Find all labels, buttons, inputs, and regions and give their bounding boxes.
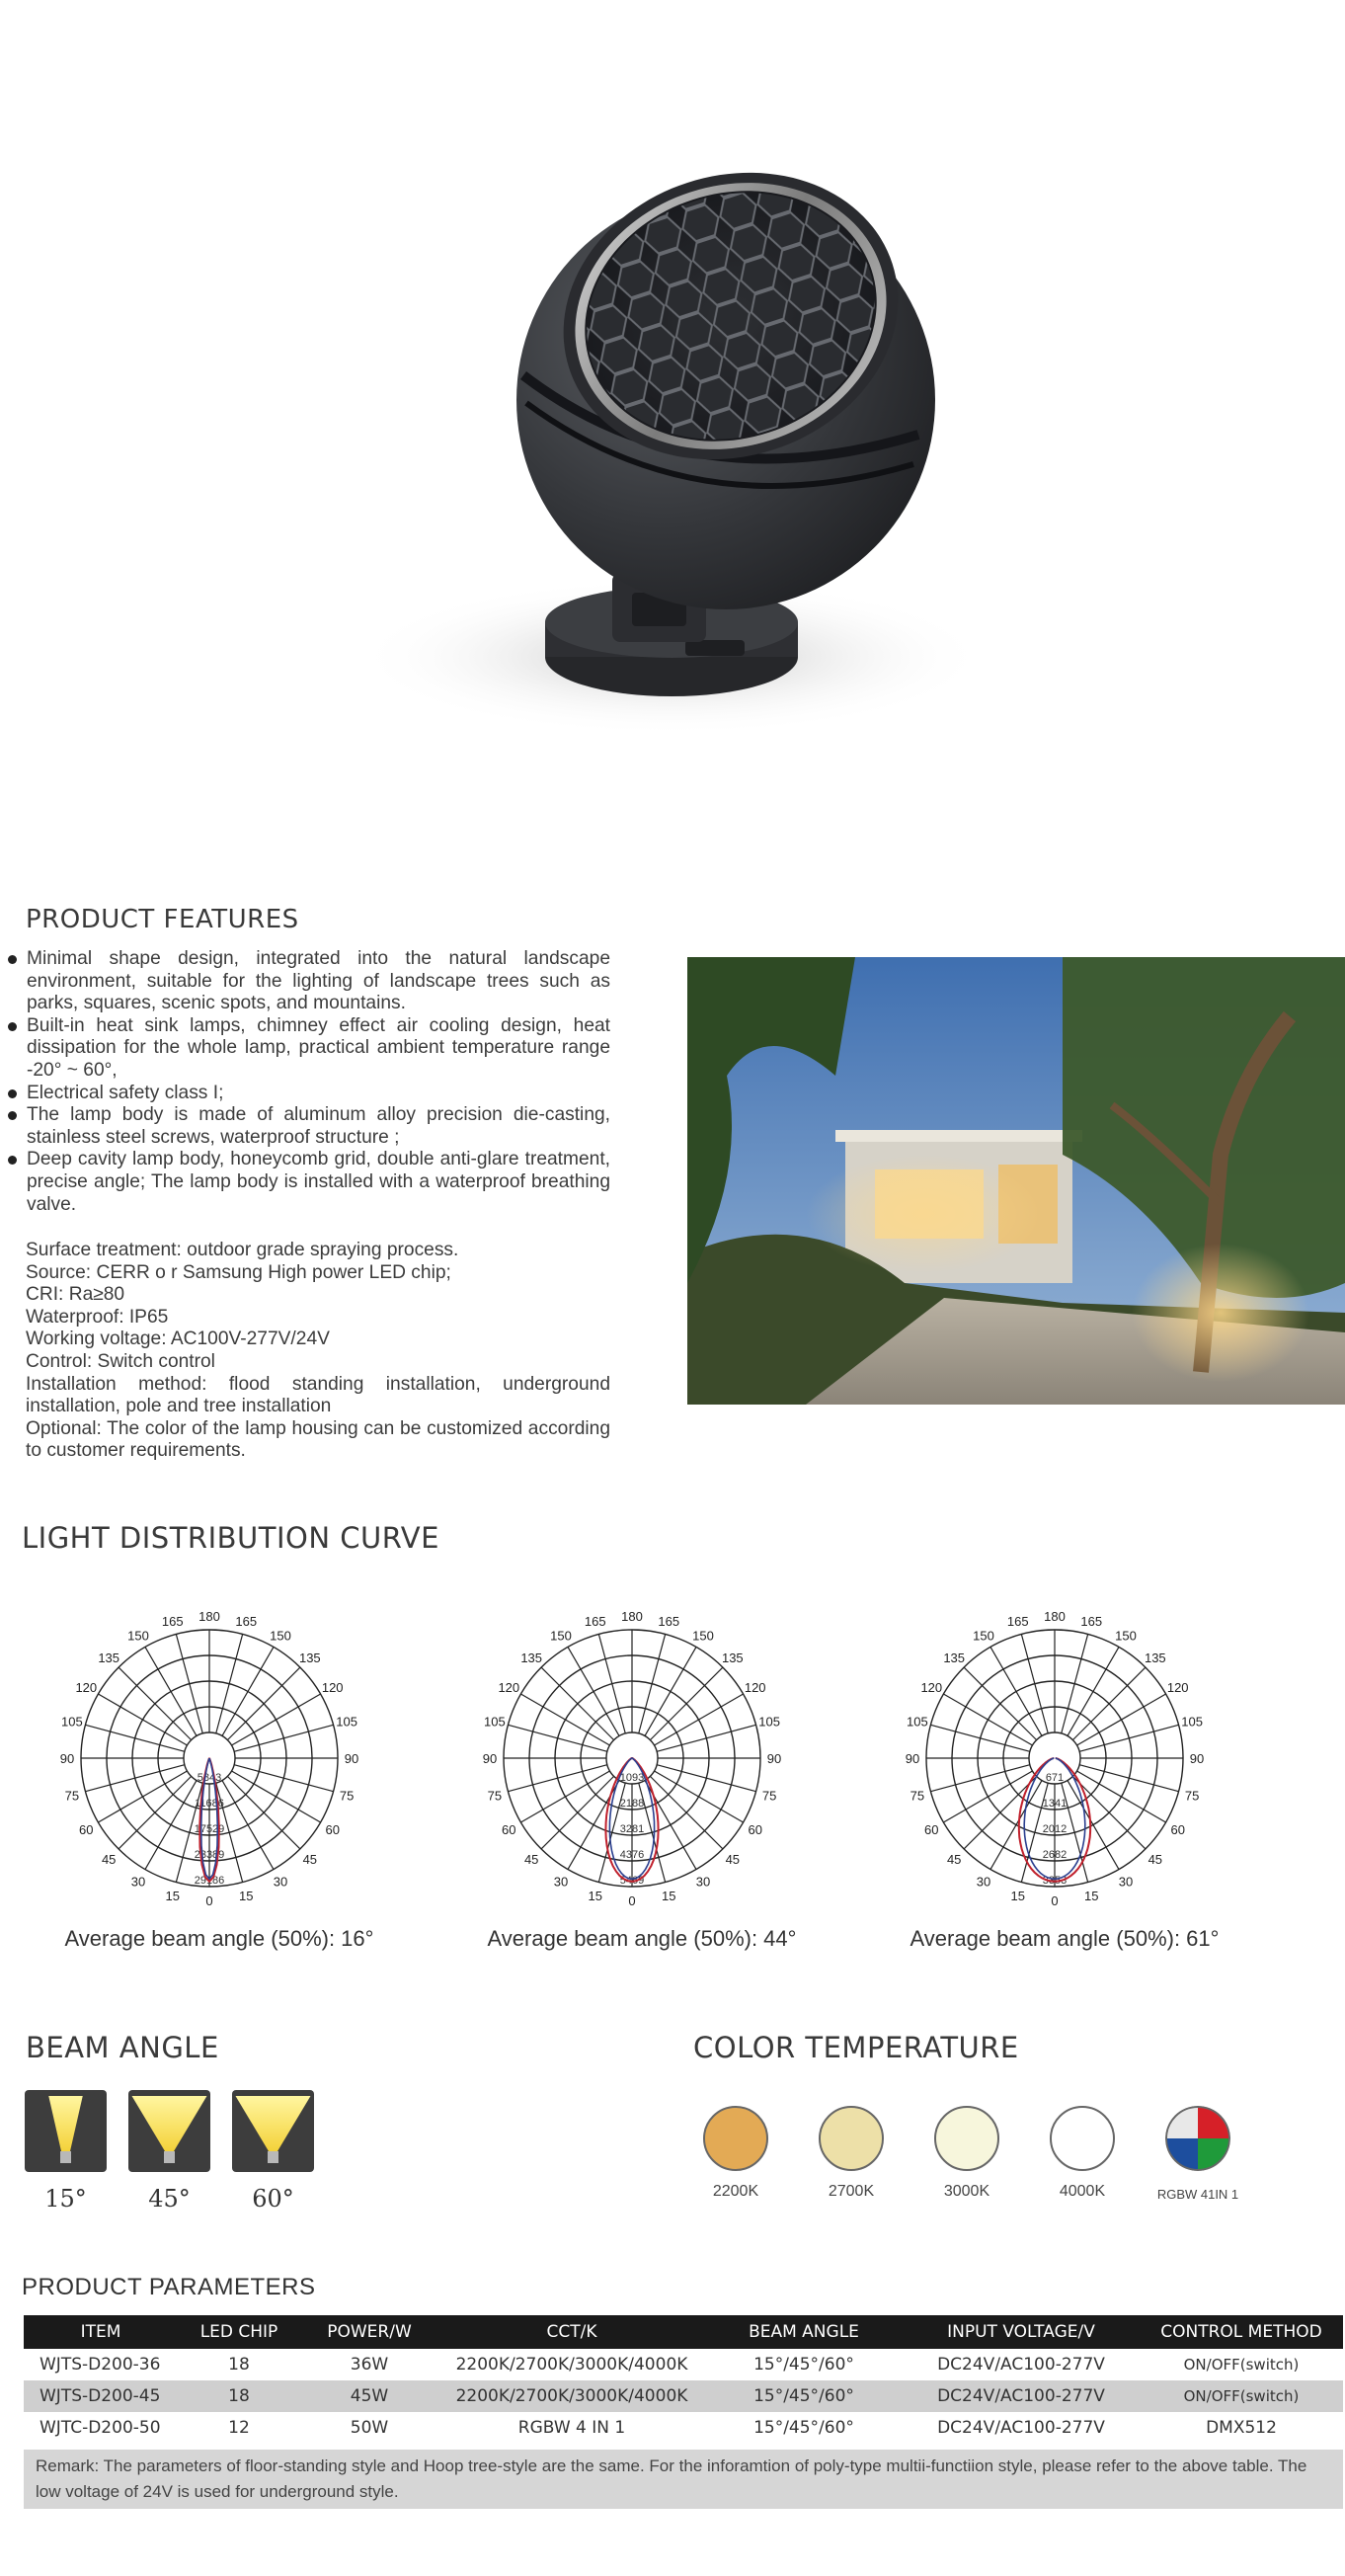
spec-line: Waterproof: IP65	[26, 1306, 169, 1328]
polar-spoke	[176, 1634, 202, 1732]
polar-intensity-label: 671	[1045, 1772, 1065, 1784]
polar-spoke	[657, 1725, 755, 1751]
table-cell: WJTS-D200-45	[24, 2380, 178, 2412]
polar-spoke	[98, 1771, 187, 1822]
spec-line: CRI: Ra≥80	[26, 1284, 125, 1306]
spec-line: Surface treatment: outdoor grade spraying process.	[26, 1240, 459, 1260]
polar-spoke	[943, 1694, 1032, 1745]
swatch-label: 2700K	[828, 2183, 875, 2200]
polar-spoke	[145, 1647, 197, 1735]
product-parameters-title: PRODUCT PARAMETERS	[22, 2274, 316, 2300]
beam-label: 60°	[252, 2185, 294, 2213]
polar-angle-label: 150	[550, 1628, 572, 1644]
parameters-table	[24, 2315, 1343, 2444]
beam-cone	[48, 2096, 83, 2151]
beam-caption: Average beam angle (50%): 16°	[64, 1926, 374, 1951]
polar-angle-label: 105	[1181, 1714, 1203, 1730]
polar-angle-label: 90	[482, 1751, 498, 1766]
polar-angle-label: 45	[302, 1851, 318, 1867]
polar-angle-label: 60	[502, 1822, 516, 1837]
swatch-label: 4000K	[1059, 2183, 1106, 2200]
table-header: LED CHIP	[178, 2315, 300, 2349]
polar-intensity-label: 1093	[619, 1772, 645, 1784]
polar-spoke	[1077, 1694, 1166, 1745]
table-header: BEAM ANGLE	[705, 2315, 903, 2349]
spec-list	[26, 1240, 610, 1463]
beam-caption: Average beam angle (50%): 61°	[910, 1926, 1220, 1951]
polar-spoke	[508, 1765, 606, 1792]
beam-label: 15°	[44, 2185, 87, 2213]
polar-angle-label: 75	[910, 1788, 925, 1804]
polar-spoke	[227, 1776, 300, 1849]
beam-angle-title: BEAM ANGLE	[26, 2031, 219, 2064]
polar-spoke	[232, 1771, 321, 1822]
beam-45-icon	[128, 2090, 210, 2172]
table-cell: ON/OFF(switch)	[1183, 2356, 1300, 2374]
features-list	[8, 948, 610, 1216]
polar-angle-label: 120	[498, 1680, 520, 1695]
polar-angle-label: 105	[758, 1714, 780, 1730]
beam-label: 45°	[148, 2185, 191, 2213]
polar-angle-label: 45	[523, 1851, 539, 1867]
polar-spoke	[232, 1694, 321, 1745]
polar-spoke	[541, 1667, 614, 1740]
polar-intensity-label: 2188	[619, 1798, 645, 1810]
polar-angle-label: 60	[748, 1822, 762, 1837]
polar-spoke	[119, 1667, 192, 1740]
polar-angle-label: 120	[744, 1680, 766, 1695]
beam-cone	[132, 2096, 207, 2151]
parameters-remark: Remark: The parameters of floor-standing style and Hoop tree-style are the same. For the inforamtion of poly-type multii-functiion style, please refer to the above table. The low voltage of 24V is used for underground style.	[24, 2450, 1343, 2509]
polar-angle-label: 75	[761, 1788, 777, 1804]
table-row	[24, 2380, 1343, 2412]
polar-spoke	[541, 1776, 614, 1849]
polar-angle-label: 15	[662, 1889, 676, 1904]
table-row	[24, 2349, 1343, 2380]
polar-angle-label: 135	[721, 1650, 744, 1666]
polar-angle-label: 150	[973, 1628, 994, 1644]
feature-item: Electrical safety class I;	[8, 1083, 610, 1105]
polar-angle-label: 165	[1080, 1613, 1103, 1629]
polar-angle-label: 135	[1144, 1650, 1166, 1666]
table-cell: DC24V/AC100-277V	[937, 2355, 1105, 2375]
table-header: POWER/W	[300, 2315, 438, 2349]
polar-angle-label: 45	[946, 1851, 962, 1867]
table-cell: 15°/45°/60°	[705, 2380, 903, 2412]
polar-chart-44	[474, 1600, 790, 1916]
table-cell: 18	[178, 2380, 300, 2412]
polar-angle-label: 15	[239, 1889, 254, 1904]
polar-spoke	[227, 1667, 300, 1740]
polar-spoke	[234, 1765, 333, 1792]
polar-angle-label: 150	[692, 1628, 714, 1644]
polar-intensity-label: 29186	[194, 1875, 225, 1887]
polar-angle-label: 30	[976, 1874, 991, 1890]
polar-angle-label: 60	[325, 1822, 340, 1837]
table-cell: DC24V/AC100-277V	[937, 2418, 1105, 2438]
polar-angle-label: 90	[344, 1751, 359, 1766]
table-header: INPUT VOLTAGE/V	[903, 2315, 1140, 2349]
polar-spoke	[98, 1694, 187, 1745]
table-cell: RGBW 4 IN 1	[517, 2418, 626, 2438]
beam-60-icon	[232, 2090, 314, 2172]
feature-item: Deep cavity lamp body, honeycomb grid, double anti-glare treatment, precise angle; The lamp body is installed with a waterproof breathing valve.	[8, 1149, 610, 1216]
polar-intensity-label: 5843	[197, 1772, 222, 1784]
swatch-rgbw	[1165, 2106, 1230, 2171]
table-cell: DC24V/AC100-277V	[903, 2380, 1140, 2412]
polar-spoke	[508, 1725, 606, 1751]
polar-angle-label: 105	[907, 1714, 928, 1730]
polar-angle-label: 60	[79, 1822, 94, 1837]
polar-angle-label: 30	[273, 1874, 288, 1890]
polar-angle-label: 165	[161, 1613, 184, 1629]
feature-item: Built-in heat sink lamps, chimney effect air cooling design, heat dissipation for the whole lamp, practical ambient temperature range -20° ~ 60°,	[8, 1015, 610, 1083]
polar-angle-label: 150	[1115, 1628, 1137, 1644]
table-cell: 50W	[350, 2418, 389, 2438]
polar-spoke	[645, 1647, 696, 1735]
polar-angle-label: 75	[487, 1788, 503, 1804]
beam-lamp-base	[164, 2151, 175, 2163]
swatch-2200k	[703, 2106, 768, 2171]
polar-angle-label: 60	[924, 1822, 939, 1837]
spec-line: Installation method: flood standing installation, underground installation, pole and tree installation	[26, 1373, 610, 1417]
polar-intensity-label: 11686	[195, 1798, 224, 1810]
product-features-title: PRODUCT FEATURES	[26, 905, 299, 934]
beam-15-icon	[25, 2090, 107, 2172]
polar-angle-label: 120	[1166, 1680, 1189, 1695]
table-cell: WJTC-D200-50	[40, 2418, 161, 2438]
polar-angle-label: 135	[298, 1650, 321, 1666]
beam-lamp-base	[60, 2151, 71, 2163]
polar-angle-label: 15	[1010, 1889, 1025, 1904]
polar-angle-label: 105	[484, 1714, 506, 1730]
table-header: CCT/K	[438, 2315, 705, 2349]
polar-spoke	[216, 1634, 243, 1732]
polar-spoke	[520, 1694, 609, 1745]
polar-angle-label: 30	[553, 1874, 569, 1890]
polar-angle-label: 135	[943, 1650, 966, 1666]
polar-angle-label: 165	[1006, 1613, 1029, 1629]
polar-intensity-label: 4376	[619, 1849, 645, 1861]
polar-intensity-label: 23389	[194, 1849, 225, 1861]
polar-angle-label: 135	[98, 1650, 120, 1666]
polar-angle-label: 0	[1051, 1893, 1059, 1908]
polar-spoke	[222, 1647, 274, 1735]
polar-angle-label: 165	[235, 1613, 258, 1629]
table-cell: WJTS-D200-36	[40, 2355, 161, 2375]
polar-angle-label: 90	[59, 1751, 75, 1766]
table-cell: 15°/45°/60°	[753, 2355, 854, 2375]
polar-spoke	[568, 1647, 619, 1735]
polar-spoke	[655, 1771, 744, 1822]
spec-line: Optional: The color of the lamp housing can be customized according to customer requirements.	[26, 1417, 610, 1462]
polar-angle-label: 30	[130, 1874, 146, 1890]
polar-spoke	[639, 1634, 666, 1732]
polar-spoke	[650, 1776, 723, 1849]
polar-spoke	[650, 1667, 723, 1740]
polar-angle-label: 75	[1184, 1788, 1200, 1804]
polar-angle-label: 75	[339, 1788, 355, 1804]
table-header: CONTROL METHOD	[1140, 2315, 1343, 2349]
beam-cone	[236, 2096, 311, 2151]
light-distribution-title: LIGHT DISTRIBUTION CURVE	[22, 1521, 439, 1555]
polar-angle-label: 30	[695, 1874, 711, 1890]
polar-spoke	[1021, 1634, 1048, 1732]
polar-angle-label: 45	[1147, 1851, 1163, 1867]
product-hero-image	[0, 0, 1345, 869]
polar-angle-label: 90	[905, 1751, 920, 1766]
polar-angle-label: 180	[198, 1609, 220, 1624]
polar-angle-label: 60	[1170, 1822, 1185, 1837]
landscape-scene-photo	[687, 957, 1345, 1405]
polar-spoke	[1062, 1634, 1088, 1732]
polar-spoke	[1068, 1647, 1119, 1735]
polar-angle-label: 105	[61, 1714, 83, 1730]
polar-spoke	[85, 1725, 184, 1751]
spec-line: Control: Switch control	[26, 1350, 215, 1372]
table-cell: 18	[228, 2355, 250, 2375]
table-row	[24, 2412, 1343, 2444]
polar-spoke	[1068, 1781, 1119, 1870]
swatch-label: 2200K	[712, 2183, 759, 2200]
polar-angle-label: 150	[127, 1628, 149, 1644]
polar-angle-label: 120	[321, 1680, 344, 1695]
polar-spoke	[222, 1781, 274, 1870]
swatch-4000k	[1050, 2106, 1115, 2171]
table-header-row	[24, 2315, 1343, 2349]
table-cell: ON/OFF(switch)	[1140, 2380, 1343, 2412]
polar-spoke	[1079, 1725, 1178, 1751]
polar-angle-label: 120	[920, 1680, 943, 1695]
polar-spoke	[930, 1725, 1029, 1751]
polar-intensity-label: 2682	[1042, 1849, 1068, 1861]
swatch-3000k	[934, 2106, 999, 2171]
polar-angle-label: 15	[1084, 1889, 1099, 1904]
polar-intensity-label: 1341	[1042, 1798, 1068, 1810]
polar-angle-label: 0	[628, 1893, 636, 1908]
polar-spoke	[520, 1771, 609, 1822]
table-cell: 12	[228, 2418, 250, 2438]
polar-angle-label: 180	[621, 1609, 643, 1624]
polar-spoke	[657, 1765, 755, 1792]
polar-angle-label: 15	[165, 1889, 180, 1904]
polar-angle-label: 30	[1118, 1874, 1134, 1890]
polar-intensity-label: 17529	[194, 1823, 225, 1835]
table-cell: 15°/45°/60°	[753, 2418, 854, 2438]
table-cell: 2200K/2700K/3000K/4000K	[455, 2355, 688, 2375]
polar-angle-label: 105	[336, 1714, 357, 1730]
polar-angle-label: 0	[205, 1893, 213, 1908]
table-cell: 2200K/2700K/3000K/4000K	[438, 2380, 705, 2412]
polar-angle-label: 15	[588, 1889, 602, 1904]
table-cell: 36W	[350, 2355, 389, 2375]
polar-angle-label: 45	[101, 1851, 117, 1867]
swatch-2700k	[819, 2106, 884, 2171]
polar-spoke	[655, 1694, 744, 1745]
table-cell: DMX512	[1206, 2418, 1277, 2438]
polar-spoke	[598, 1634, 625, 1732]
polar-angle-label: 150	[270, 1628, 291, 1644]
beam-lamp-base	[268, 2151, 278, 2163]
polar-spoke	[964, 1667, 1037, 1740]
polar-spoke	[930, 1765, 1029, 1792]
feature-item: The lamp body is made of aluminum alloy precision die-casting, stainless steel screws, waterproof structure ;	[8, 1104, 610, 1149]
swatch-label: RGBW 41IN 1	[1156, 2187, 1239, 2202]
polar-angle-label: 75	[64, 1788, 80, 1804]
polar-angle-label: 135	[520, 1650, 543, 1666]
table-header: ITEM	[24, 2315, 178, 2349]
polar-angle-label: 120	[75, 1680, 98, 1695]
polar-spoke	[119, 1776, 192, 1849]
table-cell: 45W	[300, 2380, 438, 2412]
polar-angle-label: 90	[1189, 1751, 1205, 1766]
polar-chart-16	[51, 1600, 367, 1916]
polar-chart-61	[897, 1600, 1213, 1916]
swatch-label: 3000K	[943, 2183, 990, 2200]
feature-item: Minimal shape design, integrated into the natural landscape environment, suitable for the lighting of landscape trees such as parks, squares, scenic spots, and mountains.	[8, 948, 610, 1015]
polar-spoke	[990, 1647, 1042, 1735]
polar-intensity-label: 3281	[619, 1823, 645, 1835]
polar-spoke	[85, 1765, 184, 1792]
polar-spoke	[145, 1781, 197, 1870]
color-temperature-title: COLOR TEMPERATURE	[693, 2031, 1019, 2064]
polar-intensity-label: 2012	[1042, 1823, 1068, 1835]
polar-spoke	[990, 1781, 1042, 1870]
beam-caption: Average beam angle (50%): 44°	[487, 1926, 797, 1951]
polar-angle-label: 90	[766, 1751, 782, 1766]
polar-intensity-label: 5469	[619, 1875, 645, 1887]
spec-line: Source: CERR o r Samsung High power LED chip;	[26, 1261, 451, 1283]
polar-spoke	[1079, 1765, 1178, 1792]
spec-line: Working voltage: AC100V-277V/24V	[26, 1328, 330, 1350]
polar-spoke	[234, 1725, 333, 1751]
polar-angle-label: 180	[1044, 1609, 1066, 1624]
polar-angle-label: 165	[584, 1613, 606, 1629]
polar-angle-label: 165	[658, 1613, 680, 1629]
polar-intensity-label: 3353	[1042, 1875, 1068, 1887]
polar-angle-label: 45	[725, 1851, 741, 1867]
polar-spoke	[1072, 1667, 1146, 1740]
